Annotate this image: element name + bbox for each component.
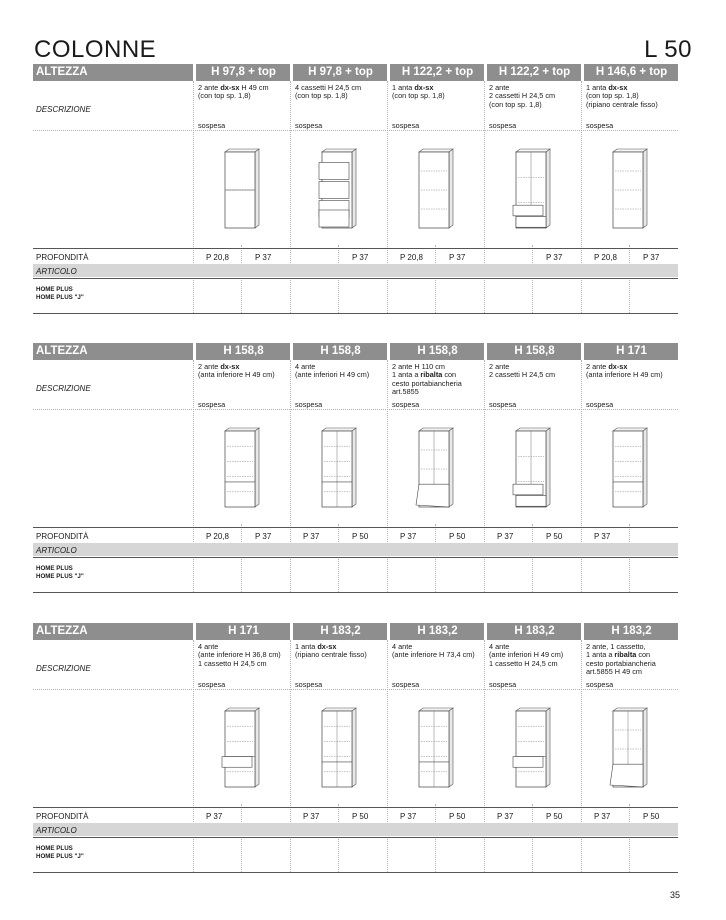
depth-value: P 50 <box>352 532 369 541</box>
column-description: 1 anta dx-sx (ripiano centrale fisso) <box>295 642 367 660</box>
depth-value: P 37 <box>400 532 417 541</box>
column-description: 4 ante (ante inferiori H 49 cm) <box>295 362 370 380</box>
depth-value: P 50 <box>546 812 563 821</box>
depth-value: P 37 <box>255 532 272 541</box>
mount-type: sospesa <box>295 400 323 409</box>
altezza-label: ALTEZZA <box>36 66 88 78</box>
articolo-label: ARTICOLO <box>36 826 77 835</box>
page-title: COLONNE <box>34 36 157 63</box>
depth-value: P 37 <box>352 253 369 262</box>
articolo-label: ARTICOLO <box>36 546 77 555</box>
section-3 <box>33 623 678 895</box>
mount-type: sospesa <box>198 400 226 409</box>
depth-value: P 50 <box>352 812 369 821</box>
width-label: L 50 <box>644 36 692 63</box>
mount-type: sospesa <box>295 121 323 130</box>
height-value: H 122,2 + top <box>401 66 474 78</box>
page-number: 35 <box>669 890 680 900</box>
depth-value: P 37 <box>303 812 320 821</box>
depth-value: P 50 <box>449 532 466 541</box>
cabinet-drawing-icon <box>608 705 658 796</box>
depth-value: P 37 <box>497 532 514 541</box>
altezza-label: ALTEZZA <box>36 625 88 637</box>
depth-value: P 20,8 <box>206 532 229 541</box>
cabinet-drawing-icon <box>414 146 464 237</box>
height-value: H 146,6 + top <box>595 66 668 78</box>
depth-value: P 50 <box>546 532 563 541</box>
height-value: H 158,8 <box>320 345 361 357</box>
cabinet-drawing-icon <box>608 425 658 516</box>
column-description: 2 ante dx-sx H 49 cm (con top sp. 1,8) <box>198 83 269 101</box>
home-plus-label: HOME PLUS HOME PLUS "J" <box>36 845 84 860</box>
height-header-row <box>33 343 678 360</box>
mount-type: sospesa <box>489 400 517 409</box>
altezza-label: ALTEZZA <box>36 345 88 357</box>
height-value: H 183,2 <box>417 625 458 637</box>
mount-type: sospesa <box>489 121 517 130</box>
mount-type: sospesa <box>489 680 517 689</box>
height-value: H 97,8 + top <box>211 66 276 78</box>
section-1 <box>33 64 678 336</box>
height-value: H 171 <box>616 345 647 357</box>
depth-value: P 37 <box>643 253 660 262</box>
mount-type: sospesa <box>586 680 614 689</box>
depth-value: P 50 <box>449 812 466 821</box>
descrizione-label: DESCRIZIONE <box>36 384 91 393</box>
column-description: 2 ante dx-sx (anta inferiore H 49 cm) <box>198 362 275 380</box>
cabinet-drawing-icon <box>220 705 270 796</box>
column-description: 2 ante 2 cassetti H 24,5 cm <box>489 362 556 380</box>
descrizione-label: DESCRIZIONE <box>36 664 91 673</box>
depth-value: P 37 <box>255 253 272 262</box>
mount-type: sospesa <box>392 400 420 409</box>
depth-value: P 20,8 <box>594 253 617 262</box>
home-plus-label: HOME PLUS HOME PLUS "J" <box>36 286 84 301</box>
depth-value: P 37 <box>594 532 611 541</box>
mount-type: sospesa <box>392 121 420 130</box>
articolo-label: ARTICOLO <box>36 267 77 276</box>
column-description: 4 ante (ante inferiore H 36,8 cm) 1 cassetto H 24,5 cm <box>198 642 281 668</box>
depth-value: P 37 <box>546 253 563 262</box>
cabinet-drawing-icon <box>511 146 561 237</box>
height-value: H 97,8 + top <box>308 66 373 78</box>
cabinet-drawing-icon <box>220 146 270 237</box>
profondita-label: PROFONDITÀ <box>36 532 89 541</box>
mount-type: sospesa <box>198 680 226 689</box>
mount-type: sospesa <box>295 680 323 689</box>
height-value: H 183,2 <box>611 625 652 637</box>
depth-value: P 37 <box>303 532 320 541</box>
mount-type: sospesa <box>586 121 614 130</box>
cabinet-drawing-icon <box>414 705 464 796</box>
mount-type: sospesa <box>392 680 420 689</box>
height-value: H 158,8 <box>417 345 458 357</box>
height-header-row <box>33 64 678 81</box>
height-value: H 183,2 <box>320 625 361 637</box>
profondita-label: PROFONDITÀ <box>36 253 89 262</box>
column-description: 2 ante dx-sx (anta inferiore H 49 cm) <box>586 362 663 380</box>
section-2 <box>33 343 678 615</box>
cabinet-drawing-icon <box>317 146 367 237</box>
cabinet-drawing-icon <box>511 705 561 796</box>
mount-type: sospesa <box>198 121 226 130</box>
column-description: 4 ante (ante inferiore H 73,4 cm) <box>392 642 475 660</box>
home-plus-label: HOME PLUS HOME PLUS "J" <box>36 565 84 580</box>
mount-type: sospesa <box>586 400 614 409</box>
column-description: 1 anta dx-sx (con top sp. 1,8) <box>392 83 445 101</box>
depth-value: P 37 <box>594 812 611 821</box>
height-value: H 158,8 <box>514 345 555 357</box>
height-value: H 171 <box>228 625 259 637</box>
depth-value: P 37 <box>400 812 417 821</box>
depth-value: P 37 <box>206 812 223 821</box>
depth-value: P 37 <box>449 253 466 262</box>
depth-value: P 50 <box>643 812 660 821</box>
cabinet-drawing-icon <box>220 425 270 516</box>
height-value: H 158,8 <box>223 345 264 357</box>
column-description: 2 ante 2 cassetti H 24,5 cm (con top sp. 1,8) <box>489 83 556 109</box>
column-description: 2 ante H 110 cm 1 anta a ribalta con cesto portabiancheria art.5855 <box>392 362 462 397</box>
column-description: 1 anta dx-sx (con top sp. 1,8) (ripiano centrale fisso) <box>586 83 658 109</box>
depth-value: P 20,8 <box>400 253 423 262</box>
cabinet-drawing-icon <box>608 146 658 237</box>
cabinet-drawing-icon <box>317 425 367 516</box>
height-value: H 122,2 + top <box>498 66 571 78</box>
column-description: 4 ante (ante inferiori H 49 cm) 1 cassetto H 24,5 cm <box>489 642 564 668</box>
cabinet-drawing-icon <box>317 705 367 796</box>
column-description: 2 ante, 1 cassetto, 1 anta a ribalta con cesto portabiancheria art.5855 H 49 cm <box>586 642 656 677</box>
depth-value: P 20,8 <box>206 253 229 262</box>
cabinet-drawing-icon <box>511 425 561 516</box>
descrizione-label: DESCRIZIONE <box>36 105 91 114</box>
height-value: H 183,2 <box>514 625 555 637</box>
profondita-label: PROFONDITÀ <box>36 812 89 821</box>
column-description: 4 cassetti H 24,5 cm (con top sp. 1,8) <box>295 83 362 101</box>
cabinet-drawing-icon <box>414 425 464 516</box>
height-header-row <box>33 623 678 640</box>
depth-value: P 37 <box>497 812 514 821</box>
